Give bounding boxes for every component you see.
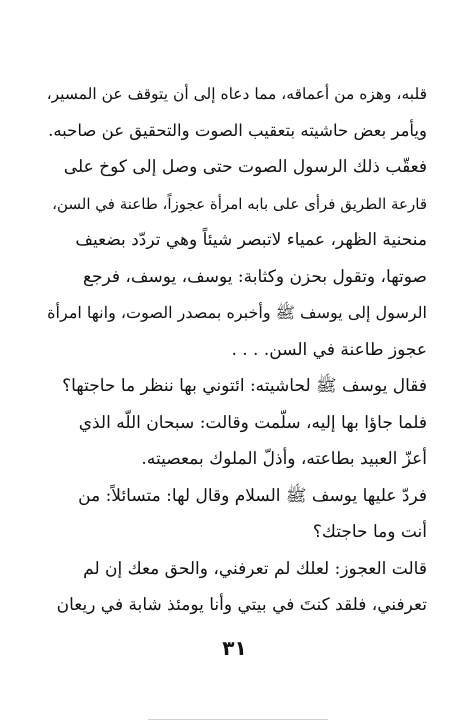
text-line: فقال يوسف ﷺ لحاشيته: ائتوني بها ننظر ما حاجتها؟ [62,376,427,396]
text-line: فلما جاؤا بها إليه، سلّمت وقالت: سبحان اللّه الذي [78,412,427,433]
page-number: ٣١ [222,636,247,660]
text-line: الرسول إلى يوسف ﷺ وأخبره بمصدر الصوت، وانها امرأة [47,303,427,322]
text-line: أنت وما حاجتك؟ [312,522,427,542]
text-line: قارعة الطريق فرأى على بابه امرأة عجوزاً، طاعنة في السن، [52,194,427,213]
text-line: تعرفني، فلقد كنتَ في بيتي وأنا يومئذ شابة في ريعان [56,595,427,615]
text-line: قالت العجوز: لعلك لم تعرفني، والحق معك إن لم [83,558,427,579]
page-divider [148,719,328,720]
body-text [44,76,427,624]
text-line: صوتها، وتقول بحزن وكثابة: يوسف، يوسف، فرجع [82,266,427,287]
text-line: أعزّ العبيد بطاعته، وأذلّ الملوك بمعصيته. [141,449,427,469]
text-line: عجوز طاعنة في السن. . . . [231,339,427,360]
text-line: فعقّب ذلك الرسول الصوت حتى وصل إلى كوخ على [63,157,427,177]
text-line: ويأمر بعض حاشيته بتعقيب الصوت والتحقيق عن صاحبه. [48,120,427,140]
text-line: قلبه، وهزه من أعماقه، مما دعاه إلى أن يتوقف عن المسير، [46,85,427,103]
text-line: منحنية الظهر، عمياء لاتبصر شيئاً وهي تردّد بضعيف [75,230,427,250]
text-line: فردّ عليها يوسف ﷺ السلام وقال لها: متسائلاً: من [78,485,427,506]
